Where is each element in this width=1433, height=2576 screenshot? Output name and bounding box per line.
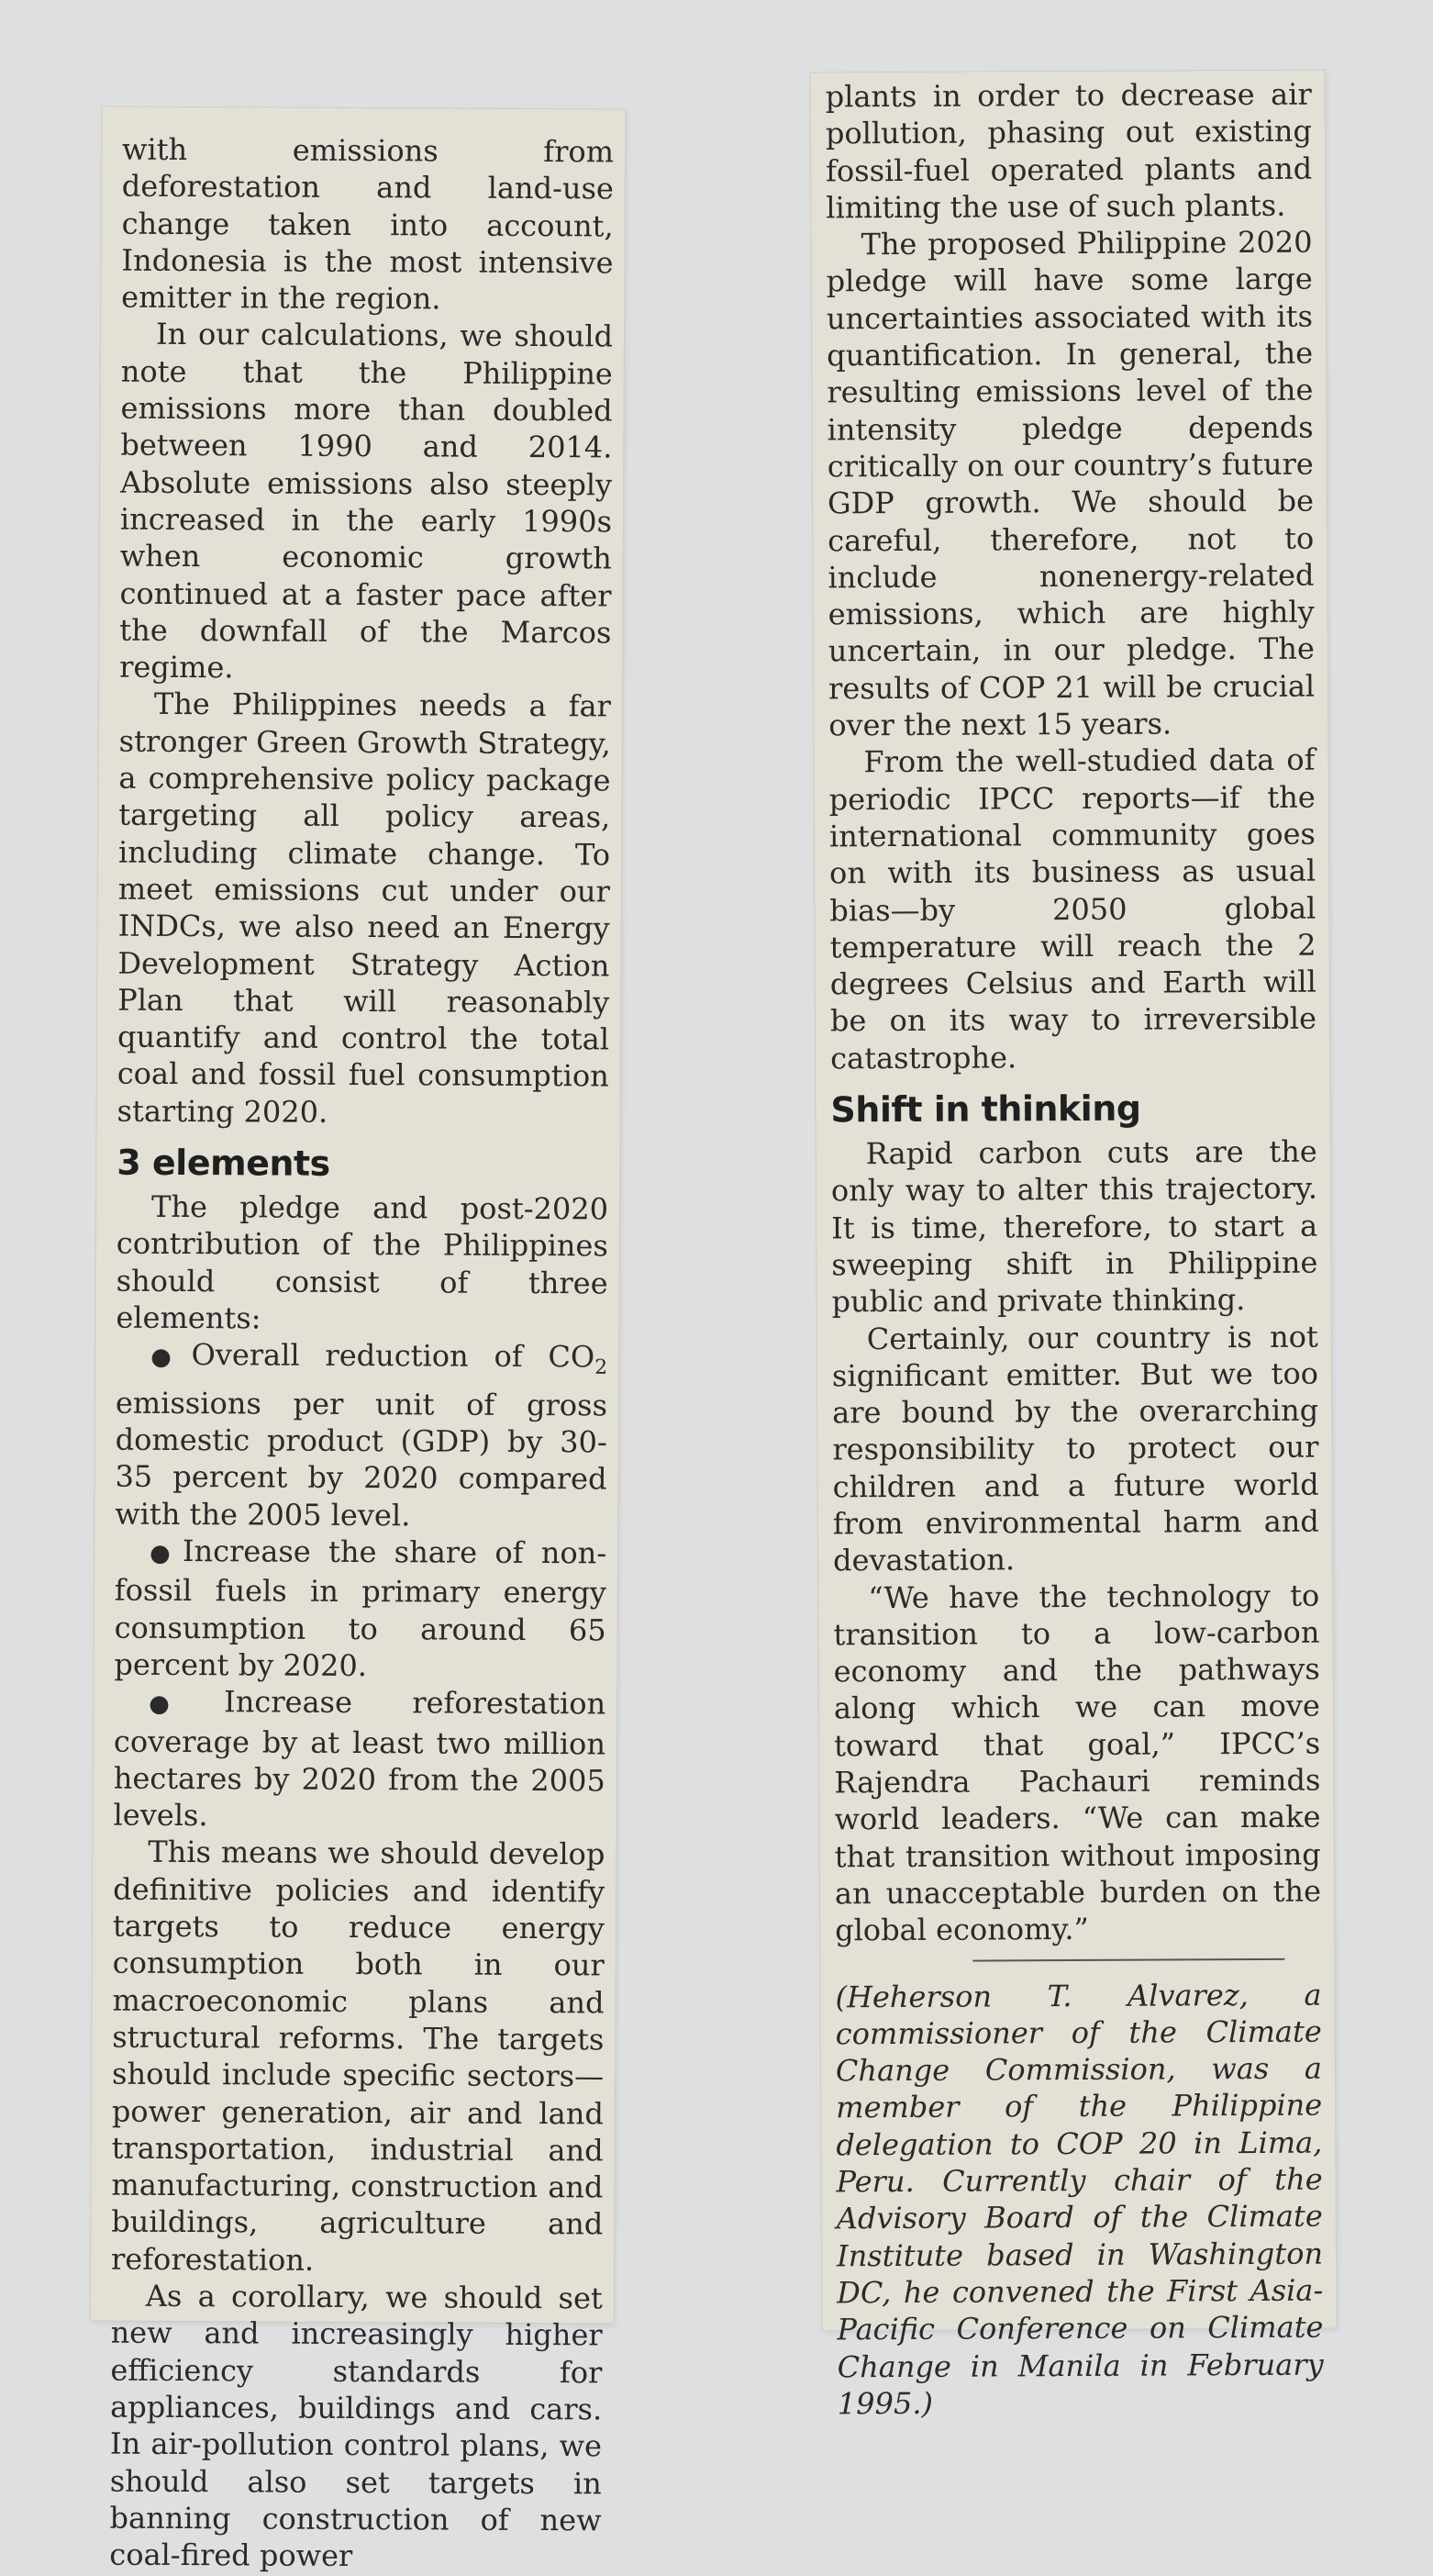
section-heading-3-elements: 3 elements (117, 1142, 330, 1184)
author-bio: (Heherson T. Alvarez, a commissioner of the Climate Change Commission, was a member of the Philippine delegation to COP 20 in Lima, Peru. Currently chair of the Advisory Board of the Climate Institute based in Washington DC, he convened the First Asia-Pacific Conference on Climate Change in Manila in February 1995.) (835, 1977, 1324, 2422)
right-paragraph-6: “We have the technology to transition to a low-carbon economy and the pathways along which we can move toward that goal,” IPCC’s Rajendra Pachauri reminds world leaders. “We can make that transition without imposing an unacceptable burden on the global economy.” (833, 1578, 1322, 1948)
right-paragraph-1: plants in order to decrease air pollution, phasing out existing fossil-fuel operated plants and limiting the use of such plants. (825, 76, 1313, 226)
right-paragraph-3: From the well-studied data of periodic IPCC reports—if the international community goes on with its business as usual bias—by 2050 global temperature will reach the 2 degrees Celsius and Earth will be on its way to irreversible catastrophe. (828, 742, 1317, 1076)
left-paragraph-1: with emissions from deforestation and land-use change taken into account, Indonesia is the most intensive emitter in the region. (121, 131, 615, 317)
bullet-item-reforestation (113, 1683, 605, 1836)
bullet-1-text-cont: emissions per unit of gross domestic product (GDP) by 30-35 percent by 2020 compared with the 2005 level. (115, 1385, 608, 1533)
right-column-clipping (811, 71, 1337, 2422)
right-paragraph-4: Rapid carbon cuts are the only way to alter this trajectory. It is time, therefore, to start a sweeping shift in Philippine public and private thinking. (830, 1133, 1318, 1320)
co2-subscript: 2 (594, 1355, 608, 1380)
left-paragraph-3: The Philippines needs a far stronger Green Growth Strategy, a comprehensive policy package targeting all policy areas, including climate change. To meet emissions cut under our INDCs, we also need an Energy Development Strategy Action Plan that will reasonably quantify and control the total coal and fossil fuel consumption starting 2020. (117, 686, 612, 1130)
left-paragraph-4: The pledge and post-2020 contribution of the Philippines should consist of three elements: (116, 1188, 609, 1336)
bullet-dot-icon: ● (150, 1344, 188, 1372)
bullet-dot-icon: ● (149, 1539, 179, 1568)
bullet-dot-icon: ● (149, 1690, 221, 1719)
bullet-1-text: Overall reduction of CO (191, 1337, 595, 1375)
bullet-3-text: Increase reforestation coverage by at least two million hectares by 2020 from the 2005 levels. (113, 1684, 606, 1834)
left-column-clipping (91, 107, 626, 2574)
bullet-2-text: Increase the share of non-fossil fuels in primary energy consumption to around 65 percent by 2020. (114, 1533, 607, 1684)
left-paragraph-5: This means we should develop definitive policies and identify targets to reduce energy consumption both in our macroeconomic plans and structural reforms. The targets should include specific sectors—power generation, air and land transportation, industrial and manufacturing, construction and buildings, agriculture and reforestation. (110, 1834, 605, 2278)
right-paragraph-5: Certainly, our country is not significant emitter. But we too are bound by the overarching responsibility to protect our children and a future world from environmental harm and devastation. (831, 1319, 1319, 1578)
left-paragraph-6: As a corollary, we should set new and increasingly higher efficiency standards for appliances, buildings and cars. In air-pollution control plans, we should also set targets in banning construction of new coal-fired power (109, 2278, 603, 2574)
left-paragraph-2: In our calculations, we should note that the Philippine emissions more than doubled between 1990 and 2014. Absolute emissions also steeply increased in the early 1990s when economic growth continued at a faster pace after the downfall of the Marcos regime. (119, 317, 614, 686)
divider-rule (972, 1957, 1284, 1961)
section-heading-shift-in-thinking: Shift in thinking (830, 1087, 1141, 1131)
bullet-item-nonfossil (114, 1533, 606, 1686)
right-paragraph-2: The proposed Philippine 2020 pledge will have some large uncertainties associated with its quantification. In general, the resulting emissions level of the intensity pledge depends critically on our country’s future GDP growth. We should be careful, therefore, not to include nonenergy-related emissions, which are highly uncertain, in our pledge. The results of COP 21 will be crucial over the next 15 years. (826, 224, 1316, 743)
bullet-item-co2 (115, 1336, 607, 1535)
